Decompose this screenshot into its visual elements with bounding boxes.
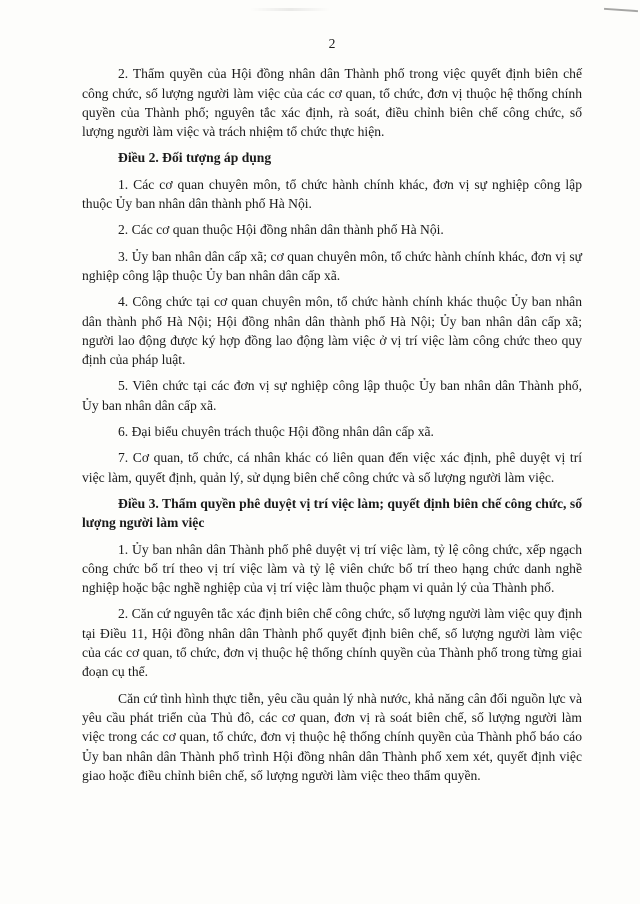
paragraph: 3. Ủy ban nhân dân cấp xã; cơ quan chuyên môn, tổ chức hành chính khác, đơn vị sự nghiệp công lập thuộc Ủy ban nhân dân cấp xã.: [82, 248, 582, 283]
paragraph: 4. Công chức tại cơ quan chuyên môn, tổ chức hành chính khác thuộc Ủy ban nhân dân thành phố Hà Nội; Hội đồng nhân dân thành phố Hà Nội; Ủy ban nhân dân cấp xã; người lao động được ký hợp đồng lao động làm việc ở vị trí việc làm công chức theo quy định của pháp luật.: [82, 294, 582, 368]
paragraph: 5. Viên chức tại các đơn vị sự nghiệp công lập thuộc Ủy ban nhân dân Thành phố, Ủy ban nhân dân cấp xã.: [82, 378, 582, 413]
paragraph: 2. Thẩm quyền của Hội đồng nhân dân Thành phố trong việc quyết định biên chế công chức, số lượng người làm việc của các cơ quan, tổ chức, đơn vị thuộc hệ thống chính quyền của Thành phố; nguyên tắc xác định, rà soát, điều chỉnh biên chế công chức, số lượng người làm việc và trách nhiệm tổ chức thực hiện.: [82, 66, 582, 140]
paragraph: 1. Ủy ban nhân dân Thành phố phê duyệt vị trí việc làm, tỷ lệ công chức, xếp ngạch công chức bố trí theo vị trí việc làm và tỷ lệ viên chức bố trí theo hạng chức danh nghề nghiệp hoặc bậc nghề nghiệp của vị trí việc làm thuộc phạm vi quản lý của Thành phố.: [82, 541, 582, 596]
scan-artifact: [250, 8, 330, 11]
paragraph: 1. Các cơ quan chuyên môn, tổ chức hành chính khác, đơn vị sự nghiệp công lập thuộc Ủy ban nhân dân thành phố Hà Nội.: [82, 176, 582, 212]
paragraph: 7. Cơ quan, tổ chức, cá nhân khác có liên quan đến việc xác định, phê duyệt vị trí việc làm, quyết định, quản lý, sử dụng biên chế công chức và số lượng người làm việc.: [82, 450, 582, 485]
document-page: [82, 34, 582, 792]
page-number: 2: [328, 36, 336, 51]
paragraph: 2. Căn cứ nguyên tắc xác định biên chế công chức, số lượng người làm việc quy định tại Điều 11, Hội đồng nhân dân Thành phố quyết định biên chế, số lượng người làm việc của các cơ quan, tổ chức, đơn vị thuộc hệ thống chính quyền của Thành phố trong từng giai đoạn cụ thể.: [82, 606, 583, 680]
article-heading: Điều 3. Thẩm quyền phê duyệt vị trí việc làm; quyết định biên chế công chức, số lượng người làm việc: [82, 495, 582, 531]
paragraph: Căn cứ tình hình thực tiễn, yêu cầu quản lý nhà nước, khả năng cân đối nguồn lực và yêu cầu phát triển của Thủ đô, các cơ quan, đơn vị rà soát biên chế, số lượng người làm việc trong các cơ quan, tổ chức, đơn vị thuộc hệ thống chính quyền của Thành phố báo cáo Ủy ban nhân dân Thành phố trình Hội đồng nhân dân Thành phố xem xét, quyết định việc giao hoặc điều chỉnh biên chế, số lượng người làm việc theo thẩm quyền.: [82, 690, 582, 783]
paragraph: 6. Đại biểu chuyên trách thuộc Hội đồng nhân dân cấp xã.: [118, 424, 434, 440]
document-body: [82, 64, 582, 785]
paragraph: 2. Các cơ quan thuộc Hội đồng nhân dân thành phố Hà Nội.: [118, 222, 444, 238]
scan-artifact-corner: [604, 8, 638, 12]
article-heading: Điều 2. Đối tượng áp dụng: [118, 150, 272, 166]
